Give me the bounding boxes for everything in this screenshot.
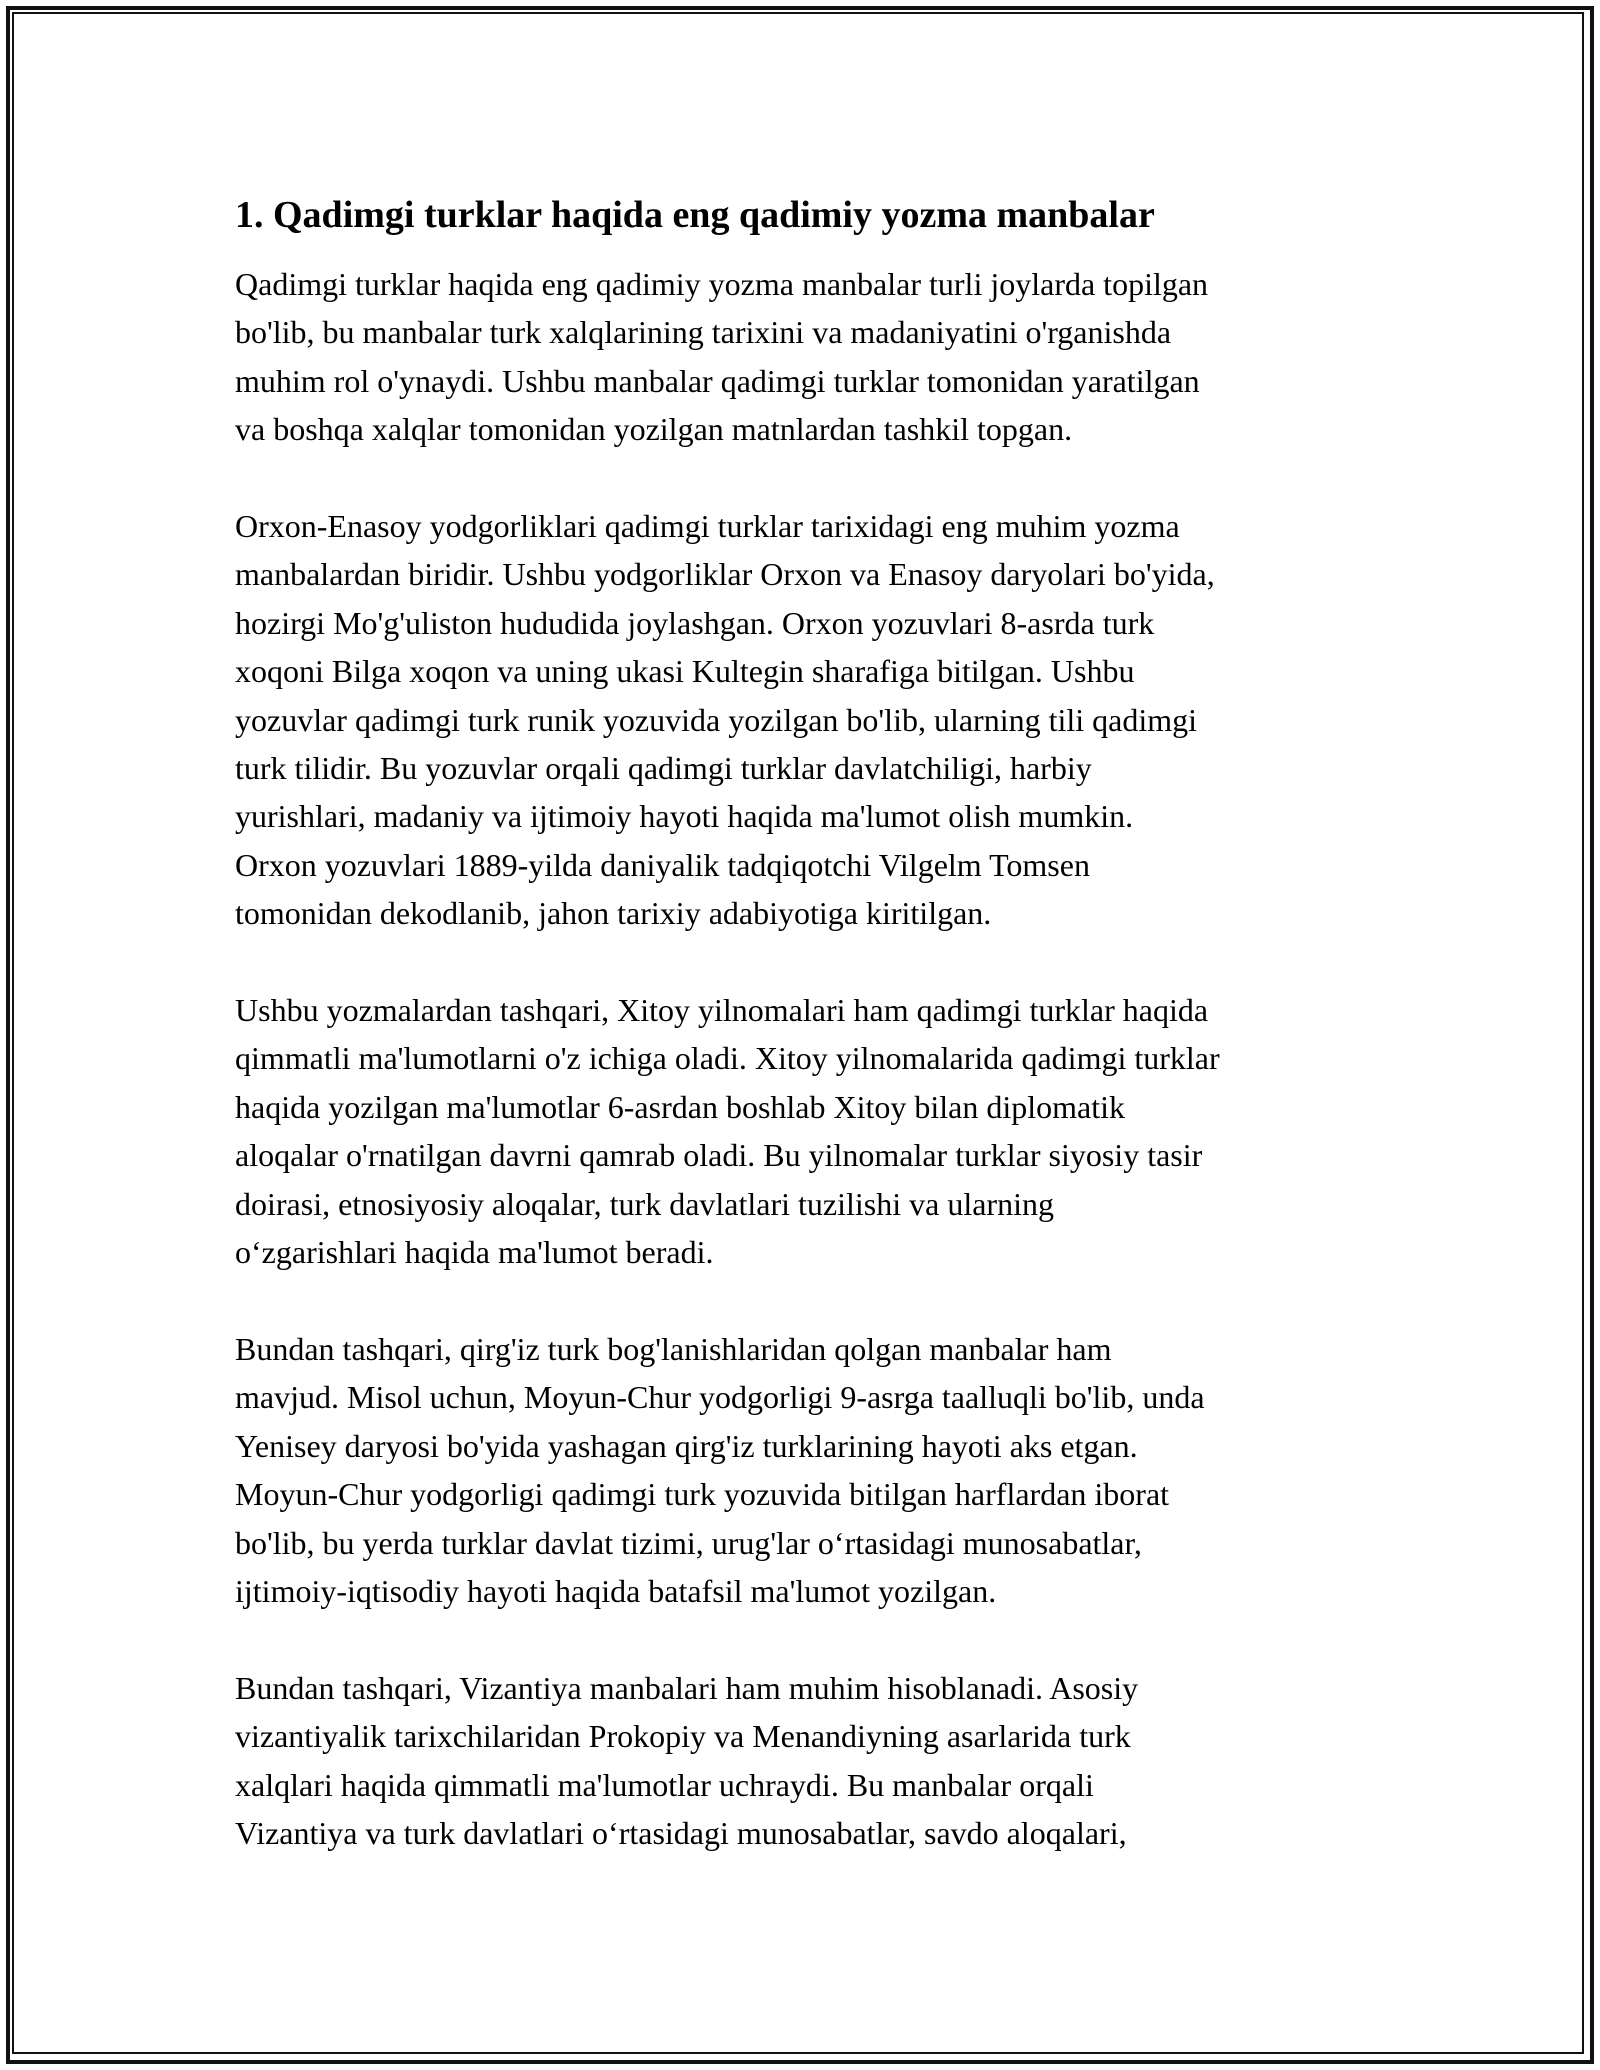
text-line: Bundan tashqari, Vizantiya manbalari ham muhim hisoblanadi. Asosiy [235,1669,1139,1706]
text-line: Bundan tashqari, qirg'iz turk bog'lanishlaridan qolgan manbalar ham [235,1330,1112,1367]
paragraph-moyun-chur [235,1325,1375,1615]
text-line: vizantiyalik tarixchilaridan Prokopiy va Menandiyning asarlarida turk [235,1718,1131,1755]
text-line: xoqoni Bilga xoqon va uning ukasi Kultegin sharafiga bitilgan. Ushbu [235,653,1135,690]
text-line: muhim rol o'ynaydi. Ushbu manbalar qadimgi turklar tomonidan yaratilgan [235,362,1200,399]
text-line: ijtimoiy-iqtisodiy hayoti haqida batafsil ma'lumot yozilgan. [235,1572,997,1609]
text-line: manbalardan biridir. Ushbu yodgorliklar Orxon va Enasoy daryolari bo'yida, [235,556,1215,593]
page-title: 1. Qadimgi turklar haqida eng qadimiy yozma manbalar [235,194,1155,236]
text-line: va boshqa xalqlar tomonidan yozilgan matnlardan tashkil topgan. [235,411,1073,448]
text-line: Orxon-Enasoy yodgorliklari qadimgi turklar tarixidagi eng muhim yozma [235,508,1180,545]
text-line: turk tilidir. Bu yozuvlar orqali qadimgi turklar davlatchiligi, harbiy [235,750,1092,787]
text-line: xalqlari haqida qimmatli ma'lumotlar uchraydi. Bu manbalar orqali [235,1766,1094,1803]
text-line: doirasi, etnosiyosiy aloqalar, turk davlatlari tuzilishi va ularning [235,1185,1054,1222]
text-line: yozuvlar qadimgi turk runik yozuvida yozilgan bo'lib, ularning tili qadimgi [235,701,1198,738]
text-line: hozirgi Mo'g'uliston hududida joylashgan. Orxon yozuvlari 8-asrda turk [235,604,1155,641]
paragraph-byzantine-sources [235,1664,1375,1858]
text-line: qimmatli ma'lumotlarni o'z ichiga oladi. Xitoy yilnomalarida qadimgi turklar [235,1040,1220,1077]
text-line: Yenisey daryosi bo'yida yashagan qirg'iz turklarining hayoti aks etgan. [235,1427,1138,1464]
text-line: Moyun-Chur yodgorligi qadimgi turk yozuvida bitilgan harflardan iborat [235,1476,1170,1513]
paragraph-intro [235,260,1375,454]
text-line: haqida yozilgan ma'lumotlar 6-asrdan boshlab Xitoy bilan diplomatik [235,1088,1126,1125]
text-line: mavjud. Misol uchun, Moyun-Chur yodgorligi 9-asrga taalluqli bo'lib, unda [235,1379,1205,1416]
text-line: yurishlari, madaniy va ijtimoiy hayoti haqida ma'lumot olish mumkin. [235,798,1134,835]
text-line: bo'lib, bu manbalar turk xalqlarining tarixini va madaniyatini o'rganishda [235,314,1172,351]
text-line: Ushbu yozmalardan tashqari, Xitoy yilnomalari ham qadimgi turklar haqida [235,992,1209,1029]
text-line: tomonidan dekodlanib, jahon tarixiy adabiyotiga kiritilgan. [235,895,992,932]
text-line: Orxon yozuvlari 1889-yilda daniyalik tadqiqotchi Vilgelm Tomsen [235,846,1090,883]
paragraph-orkhon-yenisei [235,502,1375,938]
text-line: o‘zgarishlari haqida ma'lumot beradi. [235,1234,714,1271]
paragraph-chinese-chronicles [235,986,1375,1276]
document-body [235,182,1375,1906]
text-line: bo'lib, bu yerda turklar davlat tizimi, urug'lar o‘rtasidagi munosabatlar, [235,1524,1142,1561]
text-line: Qadimgi turklar haqida eng qadimiy yozma manbalar turli joylarda topilgan [235,266,1209,302]
text-line: aloqalar o'rnatilgan davrni qamrab oladi. Bu yilnomalar turklar siyosiy tasir [235,1137,1203,1174]
text-line: Vizantiya va turk davlatlari o‘rtasidagi munosabatlar, savdo aloqalari, [235,1814,1127,1851]
